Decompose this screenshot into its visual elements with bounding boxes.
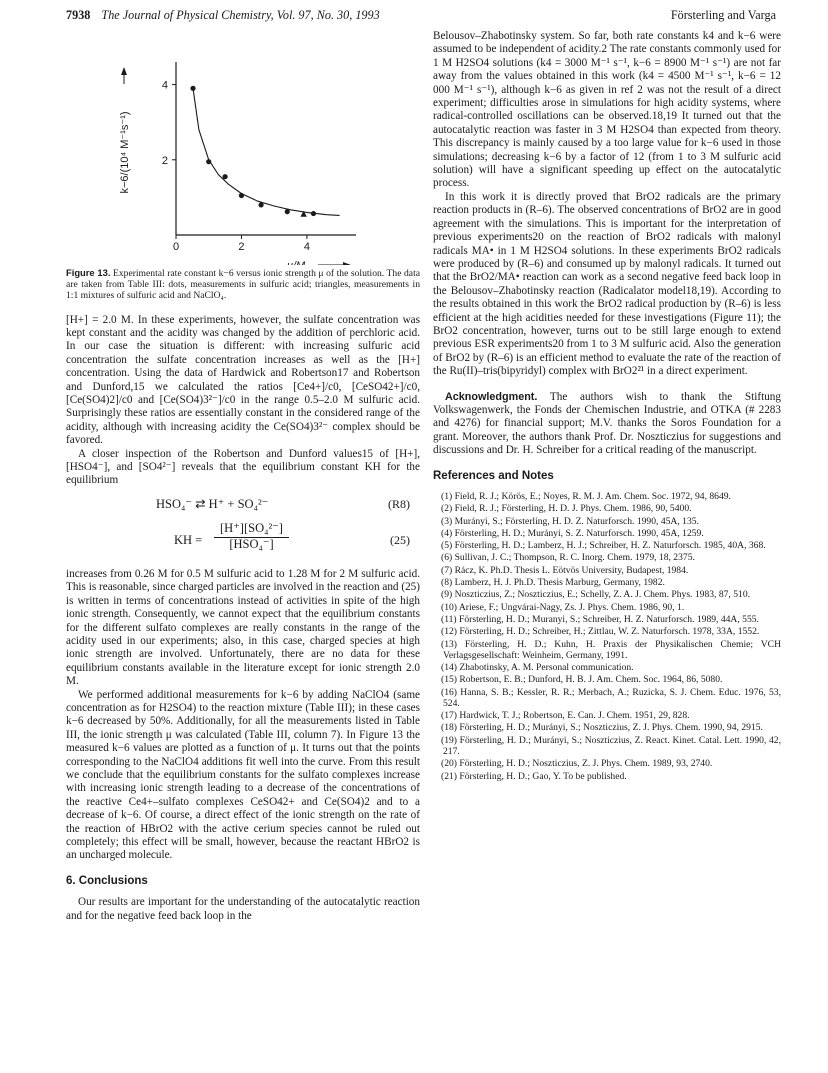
reference-item: (8) Lamberz, H. J. Ph.D. Thesis Marburg, Germany, 1982. <box>441 577 665 589</box>
data-point-dot <box>258 202 263 207</box>
section-heading-conclusions: 6. Conclusions <box>66 874 148 887</box>
equation-25-lhs: KH = <box>174 532 203 547</box>
figure-caption <box>66 267 420 302</box>
reference-item: (6) Sullivan, J. C.; Thompson, R. C. Inorg. Chem. 1979, 18, 2375. <box>441 552 695 564</box>
equation-25-fraction <box>214 522 289 552</box>
reference-item: (3) Murányi, S.; Försterling, H. D. Z. Naturforsch. 1990, 45A, 135. <box>441 515 699 527</box>
reference-item: (9) Noszticzius, Z.; Noszticzius, E.; Schelly, Z. A. J. Chem. Phys. 1983, 87, 510. <box>441 589 751 601</box>
x-axis-label-arrowhead <box>343 262 351 265</box>
equation-25-label: (25) <box>390 532 410 547</box>
data-point-dot <box>206 159 211 164</box>
reference-item: (1) Field, R. J.; Körös, E.; Noyes, R. M. J. Am. Chem. Soc. 1972, 94, 8649. <box>441 491 731 502</box>
paragraph: increases from 0.26 M for 0.5 M sulfuric acid to 1.28 M for 2 M sulfuric acid. This is reasonable, since charged particles are involved in the reaction and (25) is written in terms of concentrations instead of activities in spite of the high ionic strength. Consequently, we cannot expect that the equilibrium constants for the different sulfato complexes are really constants in the range of the acidity used in our experiments; also, in this case, charged species at high ionic strength are involved. Unfortunately, there are no data for these equilibrium constants available in the literature except for ionic strength 2.0 M. <box>66 567 420 688</box>
reference-list <box>433 491 781 782</box>
y-axis-label: k−6/(10⁴ M⁻¹s⁻¹) <box>119 111 131 194</box>
running-authors: Försterling and Varga <box>670 8 776 22</box>
figure-13 <box>66 50 420 265</box>
data-point-dot <box>190 86 195 91</box>
reference-item: (12) Försterling, H. D.; Schreiber, H.; Zittlau, W. Z. Naturforsch. 1978, 33A, 1552. <box>441 626 760 638</box>
reference-item: (15) Robertson, E. B.; Dunford, H. B. J. Am. Chem. Soc. 1964, 86, 5080. <box>441 674 723 686</box>
equation-25 <box>66 522 420 562</box>
reference-item: (21) Försterling, H. D.; Gao, Y. To be published. <box>441 770 627 782</box>
reference-item: (11) Försterling, H. D.; Muranyi, S.; Schreiber, H. Z. Naturforsch. 1989, 44A, 555. <box>441 613 759 625</box>
references-heading: References and Notes <box>433 469 554 482</box>
x-tick-label: 2 <box>238 241 245 253</box>
x-tick-label: 0 <box>172 241 180 253</box>
reference-item: (18) Försterling, H. D.; Murányi, S.; Noszticzius, Z. J. Phys. Chem. 1990, 94, 2915. <box>441 722 763 734</box>
x-axis-label <box>286 260 306 265</box>
figure-caption-text: Experimental rate constant k−6 versus ionic strength μ of the solution. The data are taken from Table III: dots, measurements in sulfuric acid; triangles, measurements in 1:1 mixtures of sulfuric acid and NaClO₄. <box>66 268 420 302</box>
equation-25-numerator: [H⁺][SO₄²⁻] <box>214 522 289 538</box>
reference-item: (19) Försterling, H. D.; Murányi, S.; Noszticzius, Z. React. Kinet. Catal. Lett. 1990, 42, 217. <box>441 734 781 757</box>
reference-item: (2) Field, R. J.; Försterling, H. D. J. Phys. Chem. 1986, 90, 5400. <box>441 503 692 515</box>
paragraph: Belousov–Zhabotinsky system. So far, both rate constants k4 and k−6 were assumed to be independent of acidity.2 The rate constants commonly used for 1 M H2SO4 solutions (k4 = 3000 M⁻¹ s⁻¹, k−6 = 8900 M⁻¹ s⁻¹) are not far away from the values obtained in this work (k4 = 4500 M⁻¹ s⁻¹, k−6 = 12 000 M⁻¹ s⁻¹), although k−6 as given in ref 2 was not the result of a direct experiment; difficulties arose in simulations for high acidity systems, where radical-controlled oscillations can be observed.18,19 It turned out that the autocatalytic reaction was faster in 3 M H2SO4 than expected from theory. This discrepancy is mainly caused by a too large value for k−6 used in those simulations; decreasing k−6 by a factor of 12 (from 1 to 3 M sulfuric acid solution) will have a significant speeding up effect on the autocatalytic process. <box>433 30 781 190</box>
reference-item: (5) Försterling, H. D.; Lamberz, H. J.; Schreiber, H. Z. Naturforsch. 1985, 40A, 368. <box>441 540 766 552</box>
journal-citation: The Journal of Physical Chemistry, Vol. 97, No. 30, 1993 <box>101 8 380 22</box>
paragraph: In this work it is directly proved that BrO2 radicals are the primary reaction products in (R–6). The observed concentrations of BrO2 are in good agreement with the simulations. This is important for the interpretation of previous experiments20 on the reaction of BrO2 radicals with malonyl radicals MA• in 1 M H2SO4 solutions. In these experiments BrO2 radicals were produced by (R–6) and consumed up by malonyl radicals. It turned out that the BrO2/MA• reaction can work as a second negative feed back loop in the Belousov–Zhabotinsky reaction (Radicalator model18,19). According to the results obtained in this work the BrO2 radical production by (R–6) is less efficient at the high acidities needed for these investigations (Figure 11); the BrO2 concentration, however, turns out to be still large enough to extend previous ESR experiments20 from 1 to 3 M sulfuric acid. Also the generation of BrO2 by (R–6) is an efficient method to evaluate the rate of the reaction of the Ru(II)–tris(bipyridyl) complex with BrO2²¹ in a direct experiment. <box>433 190 781 378</box>
reference-item: (13) Försterling, H. D.; Kuhn, H. Praxis der Physikalischen Chemie; VCH Verlagsgesellschaft: Weinheim, Germany, 1991. <box>441 638 781 661</box>
acknowledgment-heading: Acknowledgment. <box>445 390 538 403</box>
equation-r8 <box>66 496 420 518</box>
reference-item: (10) Ariese, F.; Ungvárai-Nagy, Zs. J. Phys. Chem. 1986, 90, 1. <box>441 601 685 613</box>
figure-13-chart <box>66 50 420 265</box>
reference-item: (20) Försterling, H. D.; Noszticzius, Z. J. Phys. Chem. 1989, 93, 2740. <box>441 758 713 770</box>
reference-item: (17) Hardwick, T. J.; Robertson, E. Can. J. Chem. 1951, 29, 828. <box>441 710 690 722</box>
y-tick-label: 2 <box>161 154 168 167</box>
fit-curve <box>193 88 340 215</box>
reference-item: (16) Hanna, S. B.; Kessler, R. R.; Merbach, A.; Ruzicka, S. J. Chem. Educ. 1976, 53, 524. <box>441 686 781 709</box>
equation-r8-label: (R8) <box>388 496 410 511</box>
page-number: 7938 <box>66 8 91 22</box>
reference-item: (7) Rácz, K. Ph.D. Thesis L. Eötvös University, Budapest, 1984. <box>441 564 689 576</box>
right-column <box>433 30 781 783</box>
paragraph: A closer inspection of the Robertson and Dunford values15 of [H+], [HSO4⁻], and [SO4²⁻] reveals that the equilibrium constant KH for the equilibrium <box>66 447 420 487</box>
reference-item: (4) Försterling, H. D.; Murányi, S. Z. Naturforsch. 1990, 45A, 1259. <box>441 527 704 539</box>
left-column <box>66 50 420 923</box>
acknowledgment <box>433 391 781 458</box>
figure-caption-label: Figure 13. <box>66 267 111 278</box>
data-point-dot <box>285 209 290 214</box>
paragraph: We performed additional measurements for k−6 by adding NaClO4 (same concentration as for H2SO4) to the reaction mixture (Table III); in these cases k−6 decreased by 50%. Additionally, for all the measurements listed in Table III, the ionic strength μ was calculated (Table III, column 7). In Figure 13 the measured k−6 values are plotted as a function of μ. It turns out that the points corresponding to the NaClO4 additions fit well into the curve. From this result we conclude that the equilibrium constants for the sulfato complexes increase with increasing ionic strength leading to a decrease of the concentrations of the reactive Ce4+–sulfato complexes CeSO42+ and Ce(SO4)2 and to a decrease of k−6. Of course, a direct effect of the ionic strength on the rate of the reaction of HBrO2 with the active cerium species cannot be ruled out completely; this effect will be small, however, because the reactant HBrO2 is an uncharged molecule. <box>66 688 420 862</box>
paragraph: [H+] = 2.0 M. In these experiments, however, the sulfate concentration was kept constant and the acidity was changed by the addition of perchloric acid. In our case the situation is different: with increasing sulfuric acid concentration the sulfate concentration increases as well as the [H+] concentration. Using the data of Hardwick and Robertson17 and Robertson and Dunford,15 we calculated the ratios [Ce4+]/c0, [CeSO42+]/c0, [Ce(SO4)2]/c0 and [Ce(SO4)3²⁻]/c0 in the range 0.5–2.0 M sulfuric acid. Surprisingly these ratios are essentially constant in the considered range of the acidity, although with increasing acidity the Ce(SO4)3²⁻ complex should be favored. <box>66 313 420 447</box>
running-header <box>66 8 776 26</box>
paragraph: Our results are important for the understanding of the autocatalytic reaction and for the negative feed back loop in the <box>66 896 420 922</box>
reference-item: (14) Zhabotinsky, A. M. Personal communication. <box>441 662 634 674</box>
data-point-dot <box>222 174 227 179</box>
equation-25-denominator: [HSO₄⁻] <box>229 537 274 552</box>
acknowledgment-text: The authors wish to thank the Stiftung Volkswagenwerk, the Fonds der Chemischen Industrie, and OTKA (# 2283 and 4276) for financial support; M.V. thanks the Soros Foundation for a grant. Moreover, the authors thank Prof. Dr. Noszticzius for suggestions and discussions and Dr. H. Schreiber for a critical reading of the manuscript. <box>433 390 781 457</box>
y-tick-label: 4 <box>161 79 168 92</box>
data-point-dot <box>239 193 244 198</box>
y-axis-label-arrowhead <box>121 67 127 75</box>
equation-r8-body: HSO₄⁻ ⇄ H⁺ + SO₄²⁻ <box>156 496 269 511</box>
x-tick-label: 4 <box>303 241 310 253</box>
data-point-dot <box>311 211 316 216</box>
